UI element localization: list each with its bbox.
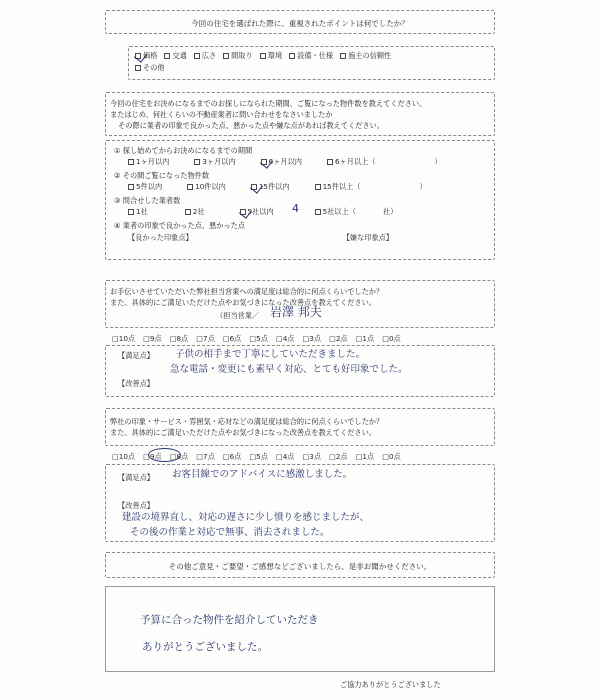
q4-line-1: 弊社の印象・サービス・雰囲気・応対などの満足度は総合的に何点くらいでしたか？ [110, 417, 384, 426]
q2-item2-opt-15[interactable]: 15件以内 [251, 182, 290, 192]
checkbox-layout[interactable] [223, 53, 229, 59]
q4-score-10[interactable]: □10点 [112, 452, 136, 461]
checkbox-over-15units[interactable] [315, 184, 321, 190]
q4-improvement-text-2: その後の作業と対応で無事、消去されました。 [130, 527, 330, 538]
q5-answer-line-2: ありがとうございました。 [142, 641, 268, 653]
q3-score-scale[interactable] [112, 334, 492, 344]
q2-intro-box [105, 92, 495, 136]
checkbox-transport[interactable] [164, 53, 170, 59]
handwritten-company-count: 4 [292, 202, 299, 215]
q2-intro-line-3: その際に業者の印象で良かった点、悪かった点や嫌な点があれば教えてください。 [118, 121, 384, 130]
checkbox-over-6month[interactable] [327, 159, 333, 165]
checkbox-2company[interactable] [185, 209, 191, 215]
q2-item1-opt-over6month[interactable]: 6ヶ月以上（ [327, 157, 376, 167]
q4-score-6[interactable]: □6点 [222, 452, 242, 461]
q4-score-4[interactable]: □4点 [275, 452, 295, 461]
q2-item2-opt-10[interactable]: 10件以内 [187, 182, 226, 192]
checkbox-environment[interactable] [260, 53, 266, 59]
q3-score-0[interactable]: □0点 [382, 334, 401, 343]
checkbox-6month[interactable] [261, 159, 267, 165]
q1-option-transport[interactable]: 交通 [164, 51, 186, 61]
q4-improvement-text-1: 建設の境界直し、対応の遅さに少し憤りを感じましたが、 [122, 512, 370, 523]
q1-question-box [105, 10, 495, 34]
q1-option-trust[interactable]: 施主の信頼性 [340, 51, 391, 61]
q3-score-2[interactable]: □2点 [329, 334, 348, 343]
q4-score-0[interactable]: □0点 [382, 452, 401, 461]
q2-intro-line-2: またはじめ、何社くらいの不動産業者に問い合わせをなさいましたか [110, 110, 333, 119]
q3-person-name-handwritten: 岩澤 邦夫 [270, 305, 322, 319]
footer-note: ご協力ありがとうございました [340, 680, 441, 689]
q1-option-layout[interactable]: 間取り [223, 51, 253, 61]
checkbox-price[interactable] [135, 53, 141, 59]
q4-score-5[interactable]: □5点 [249, 452, 268, 461]
checkbox-trust[interactable] [340, 53, 346, 59]
q4-satisfaction-label: 【満足点】 [118, 473, 154, 482]
q2-item4-label: ④ 業者の印象で良かった点、悪かった点 [114, 221, 245, 230]
q2-bad-impression-label: 【嫌な印象点】 [342, 233, 394, 242]
q4-score-2[interactable]: □2点 [329, 452, 348, 461]
checkbox-equipment[interactable] [289, 53, 295, 59]
q2-item3-opt-5company[interactable]: 5社以内 [240, 207, 274, 217]
checkbox-10units[interactable] [187, 184, 193, 190]
q1-question-text: 今回の住宅を選ばれた際に、重視されたポイントは何でしたか？ [191, 19, 409, 28]
checkbox-5company[interactable] [240, 209, 246, 215]
q3-score-6[interactable]: □6点 [222, 334, 242, 343]
q5-question-text: その他ご意見・ご要望・ご感想などございましたら、是非お聞かせください。 [168, 562, 432, 571]
q4-score-8[interactable]: □8点 [169, 452, 189, 461]
q2-item3-opt-2company[interactable]: 2社 [185, 207, 205, 217]
q3-satisfaction-text-2: 急な電話・変更にも素早く対応、とても好印象でした。 [170, 364, 408, 375]
checkbox-other[interactable] [135, 65, 141, 71]
q3-satisfaction-text-1: 子供の相手まで丁寧にしていただきました。 [175, 349, 366, 360]
q2-item3-label: ③ 問合せした業者数 [114, 196, 181, 205]
q3-line-1: お手伝いさせていただいた弊社担当営業への満足度は総合的に何点くらいでしたか？ [110, 287, 384, 296]
q3-score-10[interactable]: □10点 [112, 334, 136, 343]
q2-item1-opt-6month[interactable]: 6ヶ月以内 [261, 157, 302, 167]
q3-score-7[interactable]: □7点 [196, 334, 215, 343]
checkbox-5units[interactable] [128, 184, 134, 190]
q3-score-1[interactable]: □1点 [355, 334, 375, 343]
q4-intro-box [105, 408, 495, 446]
checkbox-1month[interactable] [128, 159, 134, 165]
q2-item3-opt-unit: 社） [383, 207, 398, 216]
q3-score-9[interactable]: □9点 [143, 334, 162, 343]
q2-item2-opt-close-paren: ） [419, 182, 427, 191]
q2-item2-opt-over15[interactable]: 15件以上（ [315, 182, 361, 192]
q2-item1-opt-close-paren: ） [434, 157, 442, 166]
q3-person-label: （担当営業／ [216, 311, 260, 320]
q2-item3-opt-over5company[interactable]: 5社以上（ [315, 207, 356, 217]
checkbox-15units[interactable] [251, 184, 257, 190]
q4-line-2: また、具体的にご満足いただけた点やお気づきになった改善点を教えてください。 [110, 428, 376, 437]
q3-satisfaction-label: 【満足点】 [118, 351, 154, 360]
q2-intro-line-1: 今回の住宅をお決めになるまでのお探しになられた期間、ご覧になった物件数を教えてください。 [110, 99, 427, 108]
q2-good-impression-label: 【良かった印象点】 [128, 233, 193, 242]
q4-improvement-label: 【改善点】 [118, 501, 154, 510]
checkbox-over-5company[interactable] [315, 209, 321, 215]
q5-answer-box[interactable] [105, 586, 495, 672]
q3-line-2: また、具体的にご満足いただけた点やお気づきになった改善点を教えてください。 [110, 298, 376, 307]
q1-options-box [128, 46, 495, 80]
q3-score-3[interactable]: □3点 [302, 334, 322, 343]
q4-score-9[interactable]: □9点 [143, 452, 162, 461]
q3-score-8[interactable]: □8点 [169, 334, 189, 343]
q1-option-size[interactable]: 広さ [194, 51, 216, 61]
q1-option-equipment[interactable]: 設備・仕様 [289, 51, 333, 61]
q4-score-1[interactable]: □1点 [355, 452, 375, 461]
q1-option-other[interactable]: その他 [135, 63, 165, 73]
q4-satisfaction-text-1: お客目線でのアドバイスに感激しました。 [172, 469, 353, 480]
q5-question-box [105, 552, 495, 578]
q5-answer-line-1: 予算に合った物件を紹介していただき [140, 614, 319, 626]
checkbox-3month[interactable] [194, 159, 200, 165]
q3-improvement-label: 【改善点】 [118, 379, 154, 388]
q3-intro-box [105, 280, 495, 328]
q3-score-4[interactable]: □4点 [275, 334, 295, 343]
q2-body-box [105, 140, 495, 260]
q4-score-3[interactable]: □3点 [302, 452, 322, 461]
q2-item1-opt-1month[interactable]: 1ヶ月以内 [128, 157, 169, 167]
q1-option-environment[interactable]: 環境 [260, 51, 282, 61]
checkbox-1company[interactable] [128, 209, 134, 215]
q1-option-price[interactable]: 価格 [135, 51, 157, 61]
q2-item3-opt-1company[interactable]: 1社 [128, 207, 148, 217]
q3-score-5[interactable]: □5点 [249, 334, 268, 343]
q2-item1-opt-3month[interactable]: 3ヶ月以内 [194, 157, 235, 167]
q4-selected-score-circle [148, 448, 181, 462]
q4-score-7[interactable]: □7点 [196, 452, 215, 461]
q2-item1-label: ① 探し始めてからお決めになるまでの期間 [114, 146, 253, 155]
checkbox-size[interactable] [194, 53, 200, 59]
q2-item2-opt-5[interactable]: 5件以内 [128, 182, 162, 192]
q2-item2-label: ② その間ご覧になった物件数 [114, 171, 210, 180]
